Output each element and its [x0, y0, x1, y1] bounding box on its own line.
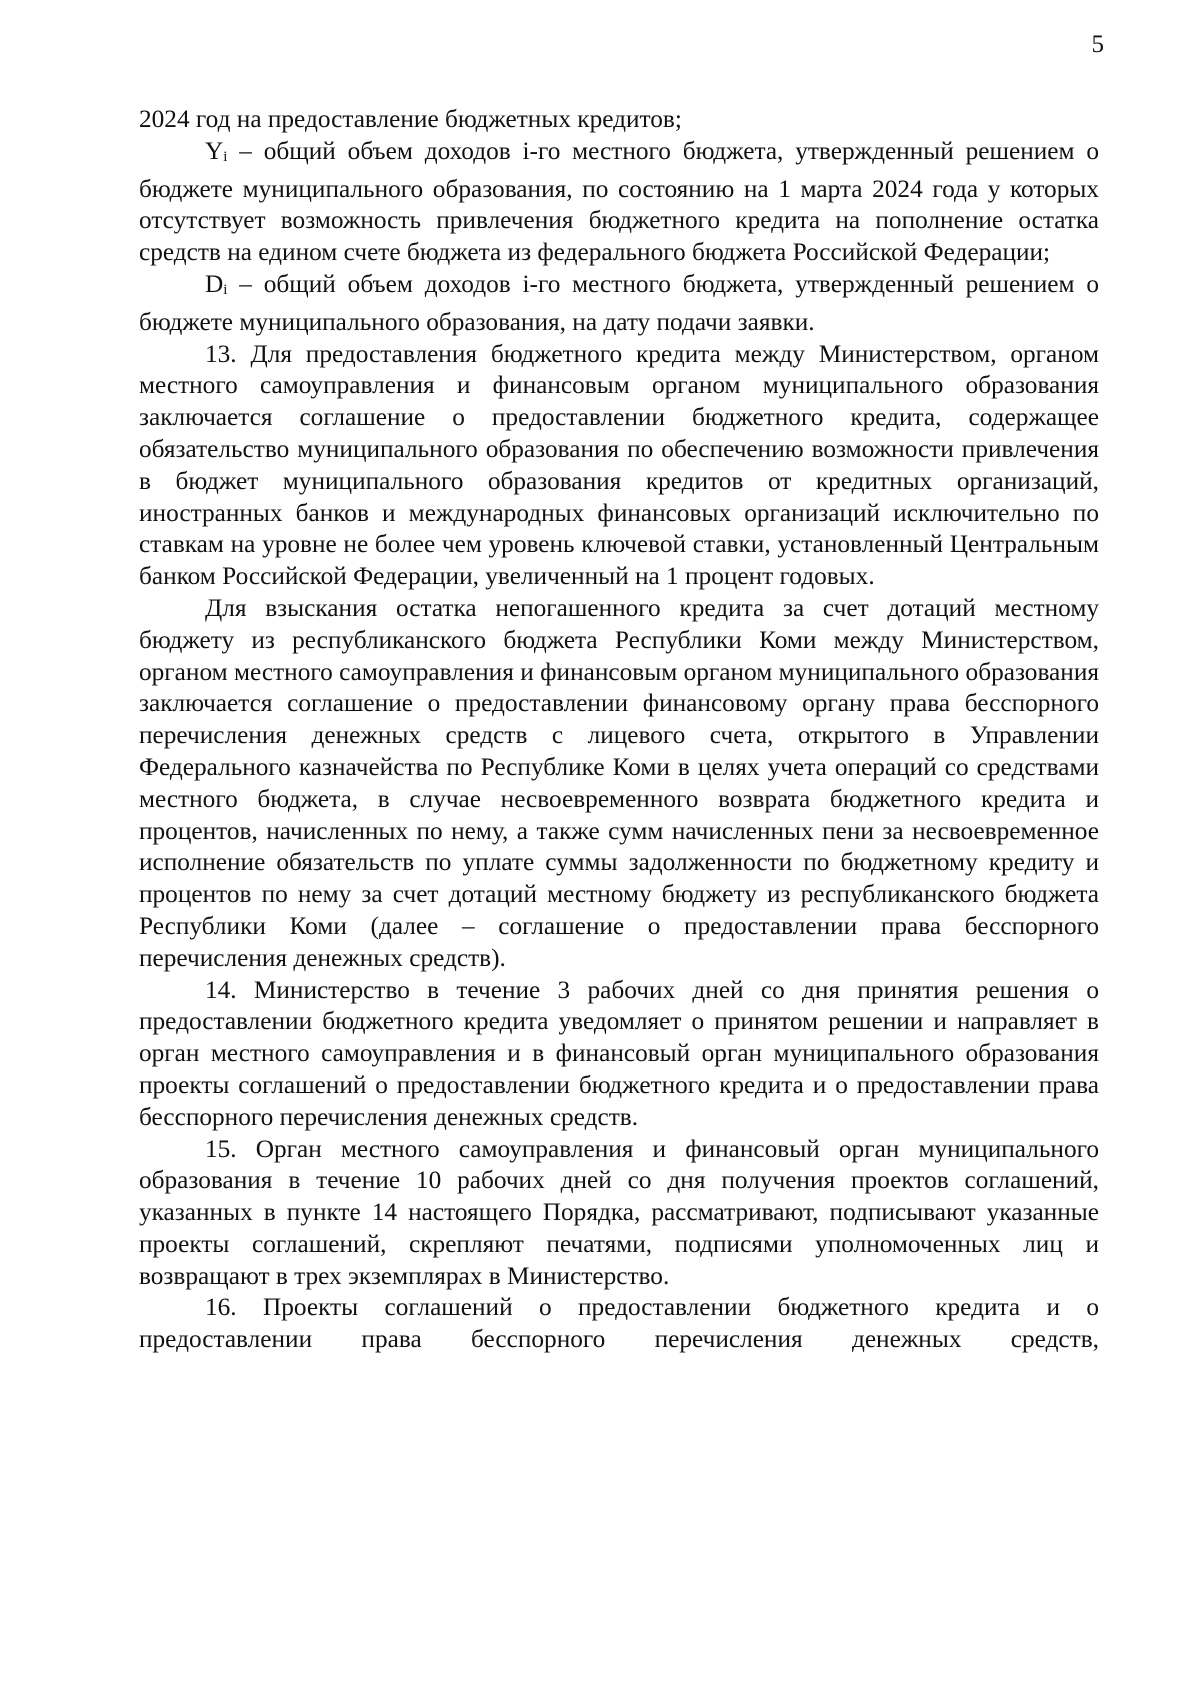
- paragraph-definition-d: [139, 269, 1099, 339]
- definition-y-text: – общий объем доходов i-го местного бюджета, утвержденный решением о бюджете муниципального образования, по состоянию на 1 марта 2024 года у которых отсутствует возможность привлечения бюджетного кредита на пополнение остатка средств на едином счете бюджета из федерального бюджета Российской Федерации;: [139, 136, 1099, 267]
- page-number: 5: [1091, 31, 1104, 58]
- symbol-d: D: [205, 269, 224, 298]
- document-body: [139, 104, 1099, 1356]
- paragraph-item-13: 13. Для предоставления бюджетного кредита между Министерством, органом местного самоуправления и финансовым органом муниципального образования заключается соглашение о предоставлении бюджетного кредита, содержащее обязательство муниципального образования по обеспечению возможности привлечения в бюджет муниципального образования кредитов от кредитных организаций, иностранных банков и международных финансовых организаций исключительно по ставкам на уровне не более чем уровень ключевой ставки, установленный Центральным банком Российской Федерации, увеличенный на 1 процент годовых.: [139, 339, 1099, 591]
- paragraph-item-15: 15. Орган местного самоуправления и финансовый орган муниципального образования в течение 10 рабочих дней со дня получения проектов соглашений, указанных в пункте 14 настоящего Порядка, рассматривают, подписывают указанные проекты соглашений, скрепляют печатями, подписями уполномоченных лиц и возвращают в трех экземплярах в Министерство.: [139, 1134, 1099, 1290]
- paragraph-definition-y: [139, 136, 1099, 269]
- symbol-y: Y: [205, 136, 224, 165]
- paragraph-item-14: 14. Министерство в течение 3 рабочих дней со дня принятия решения о предоставлении бюджетного кредита уведомляет о принятом решении и направляет в орган местного самоуправления и в финансовый орган муниципального образования проекты соглашений о предоставлении бюджетного кредита и о предоставлении права бесспорного перечисления денежных средств.: [139, 975, 1099, 1131]
- symbol-y-subscript: i: [223, 148, 228, 165]
- paragraph-continuation: 2024 год на предоставление бюджетных кредитов;: [139, 105, 682, 133]
- definition-d-text: – общий объем доходов i-го местного бюджета, утвержденный решением о бюджете муниципального образования, на дату подачи заявки.: [139, 269, 1099, 336]
- paragraph-item-13-recovery: Для взыскания остатка непогашенного кредита за счет дотаций местному бюджету из республиканского бюджета Республики Коми между Министерством, органом местного самоуправления и финансовым органом муниципального образования заключается соглашение о предоставлении финансовому органу права бесспорного перечисления денежных средств с лицевого счета, открытого в Управлении Федерального казначейства по Республике Коми в целях учета операций со средствами местного бюджета, в случае несвоевременного возврата бюджетного кредита и процентов, начисленных по нему, а также сумм начисленных пени за несвоевременное исполнение обязательств по уплате суммы задолженности по бюджетному кредиту и процентов по нему за счет дотаций местному бюджету из республиканского бюджета Республики Коми (далее – соглашение о предоставлении права бесспорного перечисления денежных средств).: [139, 593, 1099, 972]
- symbol-d-subscript: i: [223, 281, 228, 298]
- paragraph-item-16: 16. Проекты соглашений о предоставлении бюджетного кредита и о предоставлении права бесспорного перечисления денежных средств,: [139, 1293, 1099, 1354]
